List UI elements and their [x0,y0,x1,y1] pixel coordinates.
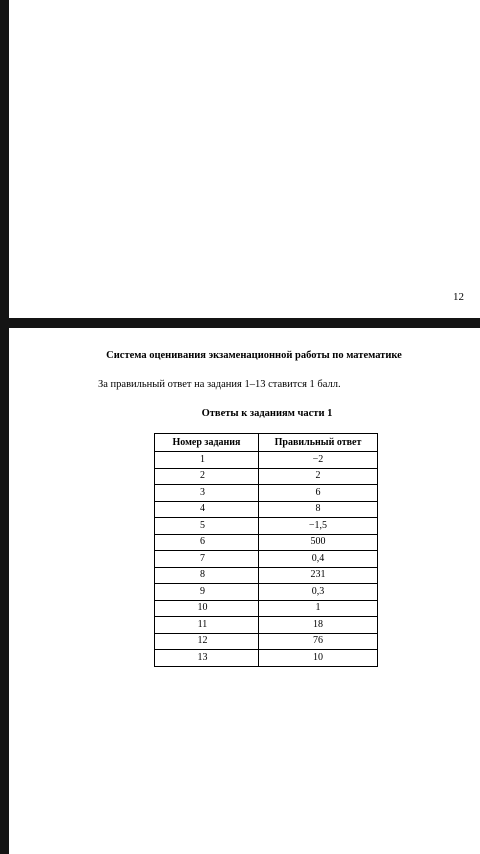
table-row [155,617,378,634]
task-number: 9 [155,584,259,601]
table-row [155,567,378,584]
header-correct-answer: Правильный ответ [259,434,378,452]
correct-answer: 76 [259,633,378,650]
correct-answer: 1 [259,600,378,617]
correct-answer: 18 [259,617,378,634]
task-number: 7 [155,551,259,568]
task-number: 5 [155,518,259,535]
table-caption: Ответы к заданиям части 1 [201,408,333,419]
correct-answer: 0,3 [259,584,378,601]
task-number: 6 [155,534,259,551]
task-number: 12 [155,633,259,650]
correct-answer: 231 [259,567,378,584]
correct-answer: −1,5 [259,518,378,535]
table-row [155,518,378,535]
correct-answer: 500 [259,534,378,551]
table-row [155,501,378,518]
intro-text: За правильный ответ на задания 1–13 ставится 1 балл. [98,379,341,390]
task-number: 8 [155,567,259,584]
table-row [155,650,378,667]
task-number: 11 [155,617,259,634]
correct-answer: −2 [259,452,378,469]
table-row [155,452,378,469]
task-number: 4 [155,501,259,518]
table-row [155,485,378,502]
table-row [155,584,378,601]
header-task-number: Номер задания [155,434,259,452]
page-divider [0,318,480,328]
correct-answer: 8 [259,501,378,518]
correct-answer: 6 [259,485,378,502]
correct-answer: 10 [259,650,378,667]
left-black-border [0,0,9,854]
table-header-row [155,434,378,452]
table-row [155,551,378,568]
task-number: 1 [155,452,259,469]
page-number: 12 [453,291,464,303]
task-number: 3 [155,485,259,502]
task-number: 10 [155,600,259,617]
table-row [155,468,378,485]
table-row [155,633,378,650]
table-row [155,600,378,617]
task-number: 2 [155,468,259,485]
correct-answer: 2 [259,468,378,485]
correct-answer: 0,4 [259,551,378,568]
document-title: Система оценивания экзаменационной работы по математике [106,350,402,361]
table-row [155,534,378,551]
task-number: 13 [155,650,259,667]
answers-table [154,433,378,667]
